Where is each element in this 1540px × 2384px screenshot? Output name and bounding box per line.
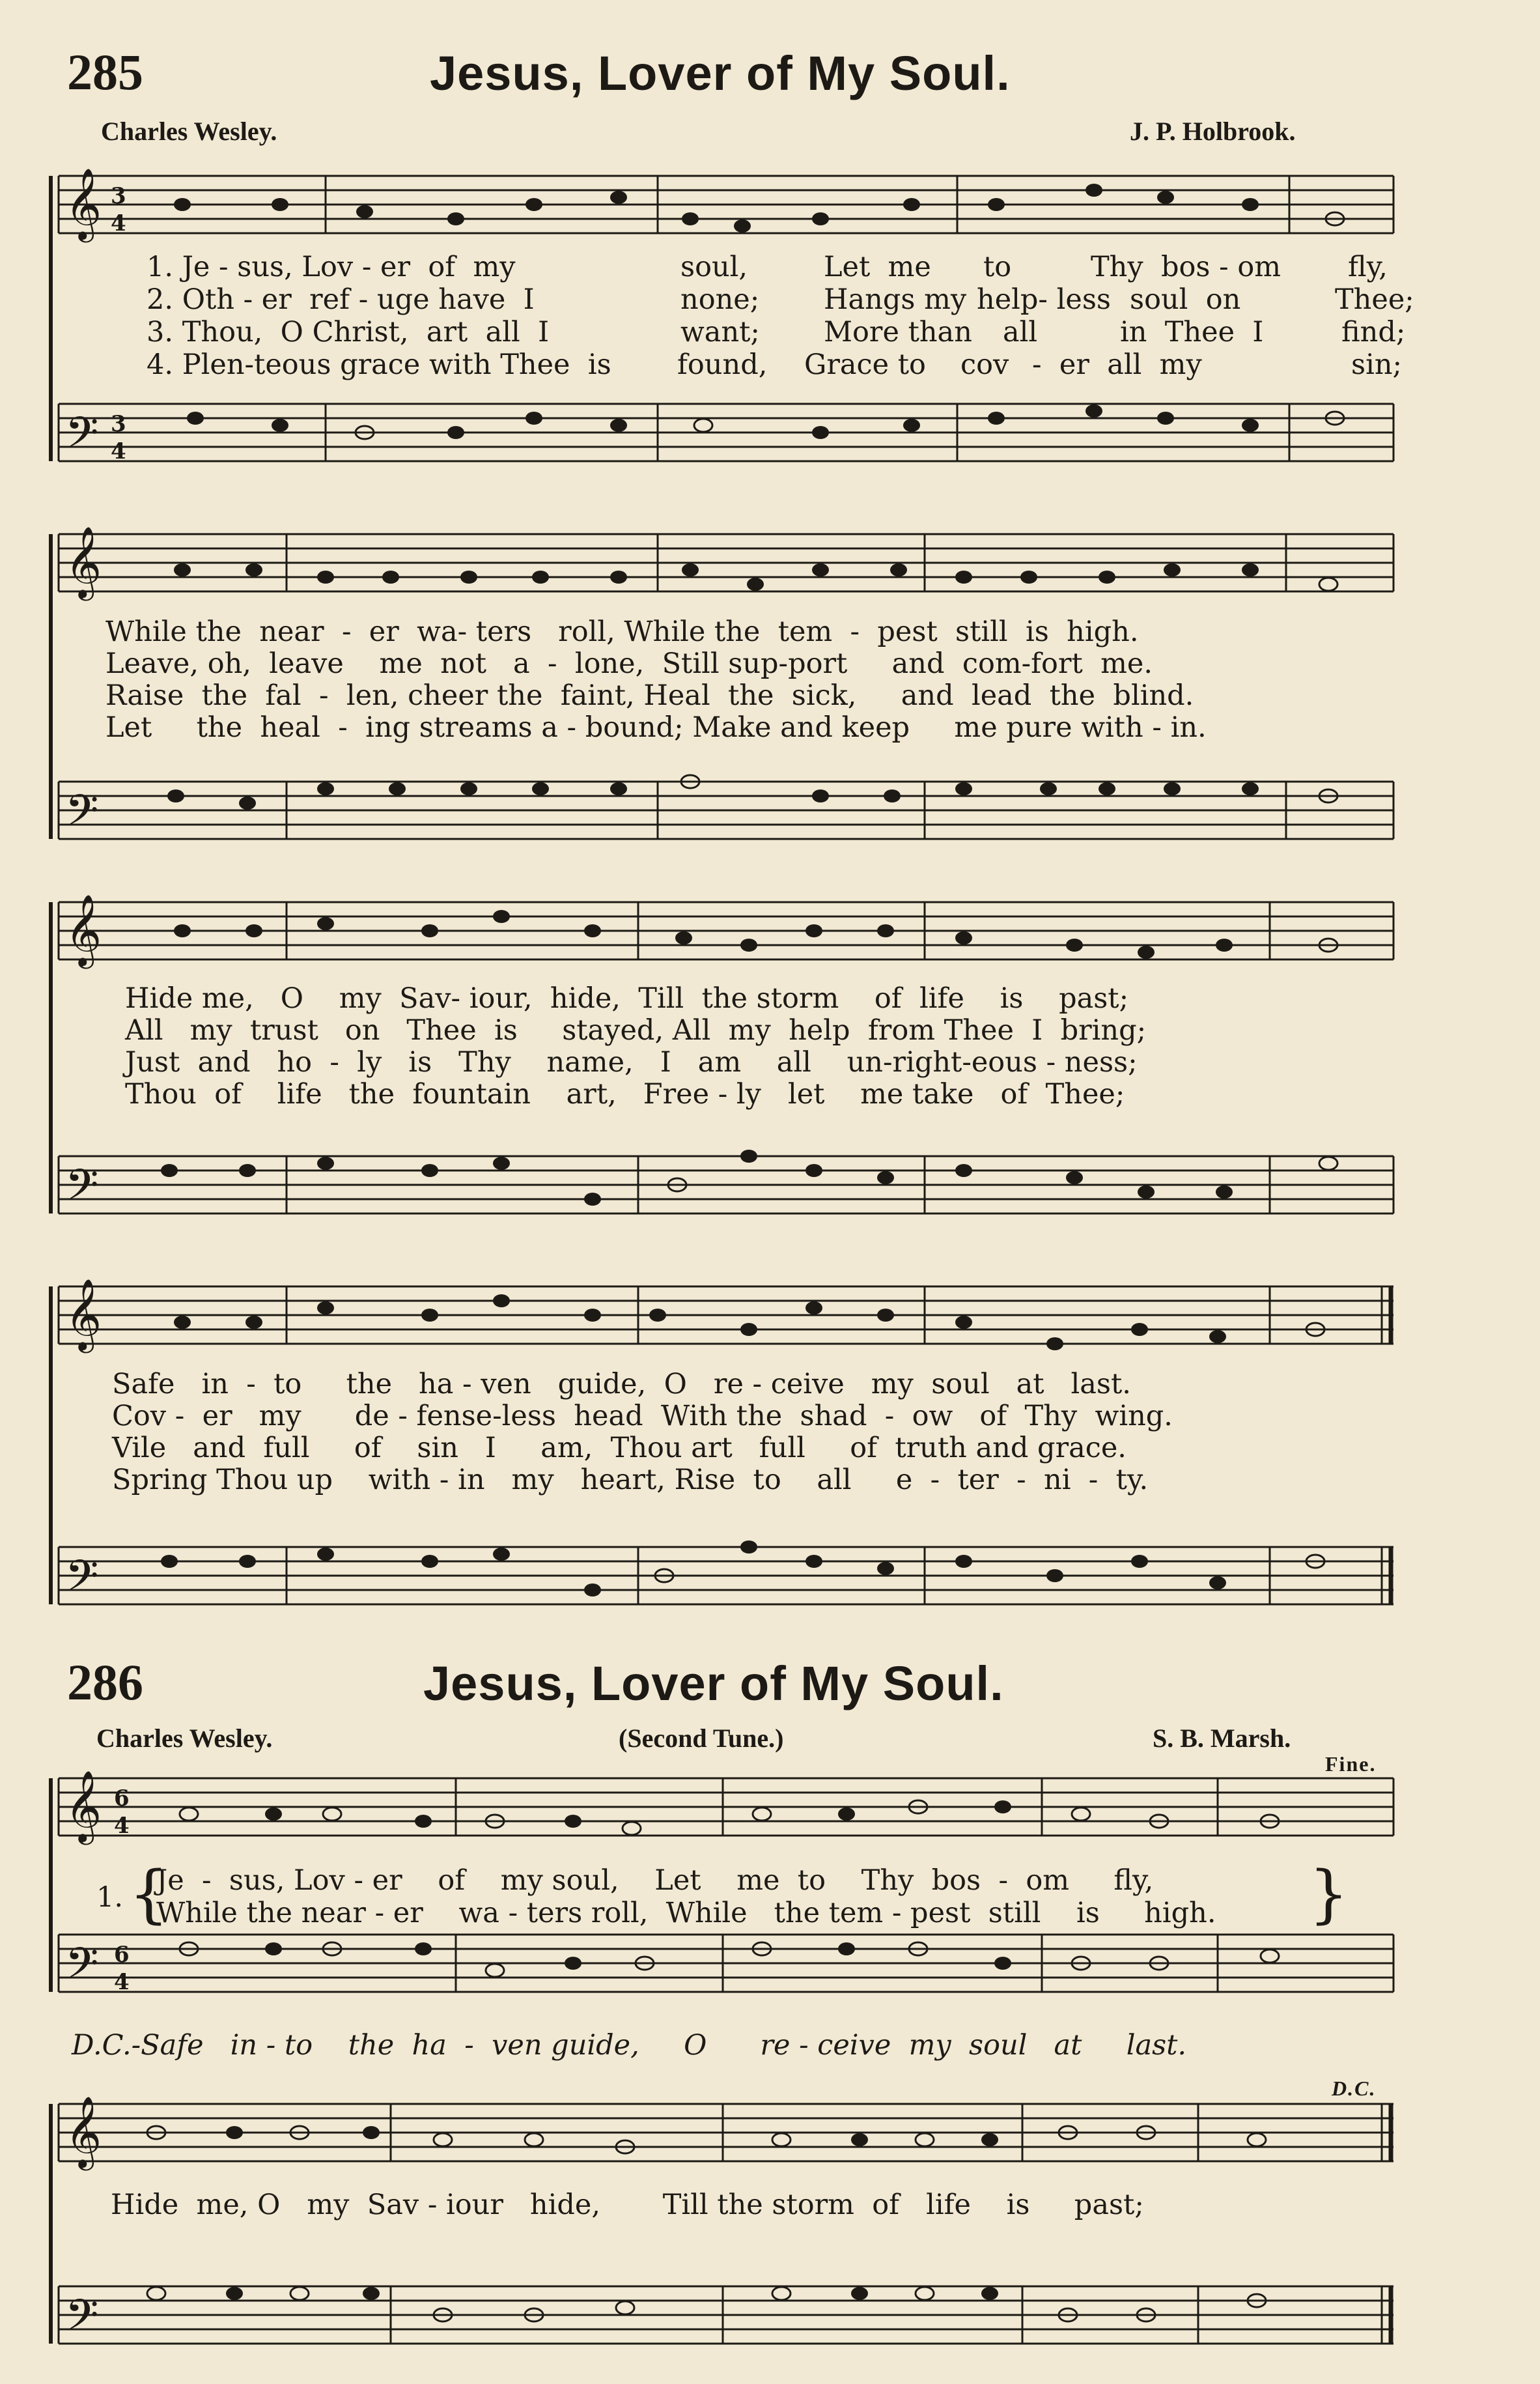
lyric: in Thee I (1120, 316, 1264, 348)
treble-staff (59, 176, 1393, 233)
lyric: 4. Plen-teous grace with Thee is (147, 348, 611, 381)
svg-text:4: 4 (111, 438, 126, 464)
lyric-line: Spring Thou up with - in my heart, Rise to all e - ter - ni - ty. (112, 1464, 1149, 1496)
svg-text:4: 4 (111, 210, 126, 236)
svg-text:𝄢: 𝄢 (65, 1938, 99, 1999)
dc-lyric-line: D.C.-Safe in - to the ha - ven guide, O re - ceive my soul at last. (72, 2029, 1187, 2062)
lyrics-block-3 (125, 982, 1146, 1110)
svg-text:3: 3 (111, 183, 126, 209)
lyric: Hangs my (824, 283, 967, 316)
lyric: none; (680, 283, 760, 316)
lyric-line: All my trust on Thee is stayed, All my help from Thee I bring; (125, 1014, 1147, 1047)
composer-credit: J. P. Holbrook. (1130, 117, 1296, 146)
lyrics-block-2 (105, 616, 1207, 743)
subtitle: (Second Tune.) (619, 1724, 784, 1753)
music-system-6 (0, 2084, 1540, 2371)
lyric: found, (677, 348, 768, 381)
verse-row (94, 316, 1406, 348)
svg-text:3: 3 (111, 411, 126, 437)
svg-text:4: 4 (114, 1969, 130, 1995)
brace-icon: { (129, 1858, 169, 1931)
svg-text:4: 4 (114, 1813, 130, 1839)
svg-text:𝄢: 𝄢 (65, 786, 99, 846)
verse-row (94, 283, 1414, 316)
hymn-number: 285 (67, 44, 143, 100)
svg-text:𝄢: 𝄢 (65, 1160, 99, 1221)
svg-text:𝄞: 𝄞 (65, 1279, 102, 1350)
lyric: fly, (1348, 251, 1388, 283)
lyrics-block-4 (112, 1368, 1173, 1496)
hymn-title: Jesus, Lover of My Soul. (423, 1656, 1004, 1710)
lyric: - er all my (1032, 348, 1202, 381)
lyric: cov (960, 348, 1009, 381)
lyricist-credit: Charles Wesley. (96, 1724, 273, 1753)
lyric-line: Hide me, O my Sav- iour, hide, Till the storm of life is past; (125, 982, 1129, 1015)
verse-number: 1. (96, 1881, 124, 1914)
verse-row (94, 348, 1403, 381)
svg-text:𝄞: 𝄞 (65, 894, 102, 966)
lyric: Grace to (804, 348, 926, 381)
svg-text:𝄞: 𝄞 (65, 1770, 102, 1842)
lyric: want; (680, 316, 760, 348)
lyric: 2. Oth - er ref - uge have I (147, 283, 535, 316)
svg-text:6: 6 (114, 1785, 130, 1811)
lyric: sin; (1351, 348, 1403, 381)
lyric: Thy bos - om (1091, 251, 1281, 283)
lyric: find; (1341, 316, 1406, 348)
lyric-line: Let the heal - ing streams a - bound; Make and keep me pure with - in. (105, 711, 1207, 744)
svg-text:𝄞: 𝄞 (65, 168, 102, 240)
lyric-line: Je - sus, Lov - er of my soul, Let me to Thy bos - om fly, (156, 1864, 1154, 1897)
fine-marking: Fine. (1325, 1752, 1377, 1776)
svg-text:6: 6 (114, 1942, 130, 1968)
lyric-line: While the near - er wa - ters roll, While the tem - pest still is high. (156, 1897, 1216, 1929)
lyric-line: Vile and full of sin I am, Thou art full of truth and grace. (112, 1432, 1127, 1464)
hymn-number: 286 (67, 1654, 143, 1710)
lyric: Thee; (1335, 283, 1414, 316)
lyric-line: Leave, oh, leave me not a - lone, Still sup-port and com-fort me. (105, 647, 1153, 680)
hymn-title: Jesus, Lover of My Soul. (430, 46, 1011, 100)
lyricist-credit: Charles Wesley. (101, 117, 277, 146)
lyric: all (1003, 316, 1038, 348)
lyric: help- less (977, 283, 1111, 316)
lyric: More than (824, 316, 972, 348)
composer-credit: S. B. Marsh. (1153, 1724, 1291, 1753)
lyric-line: Hide me, O my Sav - iour hide, Till the storm of life is past; (111, 2189, 1144, 2221)
lyric-line: Just and ho - ly is Thy name, I am all un-right-eous - ness; (125, 1046, 1138, 1079)
svg-text:𝄢: 𝄢 (65, 408, 99, 468)
brace-icon: } (1309, 1858, 1349, 1931)
svg-text:𝄢: 𝄢 (65, 2290, 99, 2351)
lyric-line: Cov - er my de - fense-less head With the shad - ow of Thy wing. (112, 1400, 1173, 1432)
lyric-line: While the near - er wa- ters roll, While the tem - pest still is high. (105, 616, 1139, 648)
verse-row (94, 251, 1397, 283)
lyric: to (983, 251, 1012, 283)
dc-marking: D.C. (1332, 2077, 1377, 2100)
svg-text:𝄞: 𝄞 (65, 526, 102, 598)
lyric: 3. Thou, O Christ, art all I (147, 316, 550, 348)
lyric-line: Safe in - to the ha - ven guide, O re - ceive my soul at last. (112, 1368, 1131, 1400)
lyric: soul, (680, 251, 748, 283)
lyric-line: Thou of life the fountain art, Free - ly let me take of Thee; (125, 1078, 1125, 1111)
svg-text:𝄞: 𝄞 (65, 2096, 102, 2168)
verses-block-1 (94, 251, 1414, 381)
svg-text:𝄢: 𝄢 (65, 1551, 99, 1611)
lyric: soul on (1130, 283, 1241, 316)
lyric: Let me (824, 251, 931, 283)
lyric-line: Raise the fal - len, cheer the faint, Heal the sick, and lead the blind. (105, 679, 1194, 712)
lyric: 1. Je - sus, Lov - er of my (147, 251, 516, 283)
